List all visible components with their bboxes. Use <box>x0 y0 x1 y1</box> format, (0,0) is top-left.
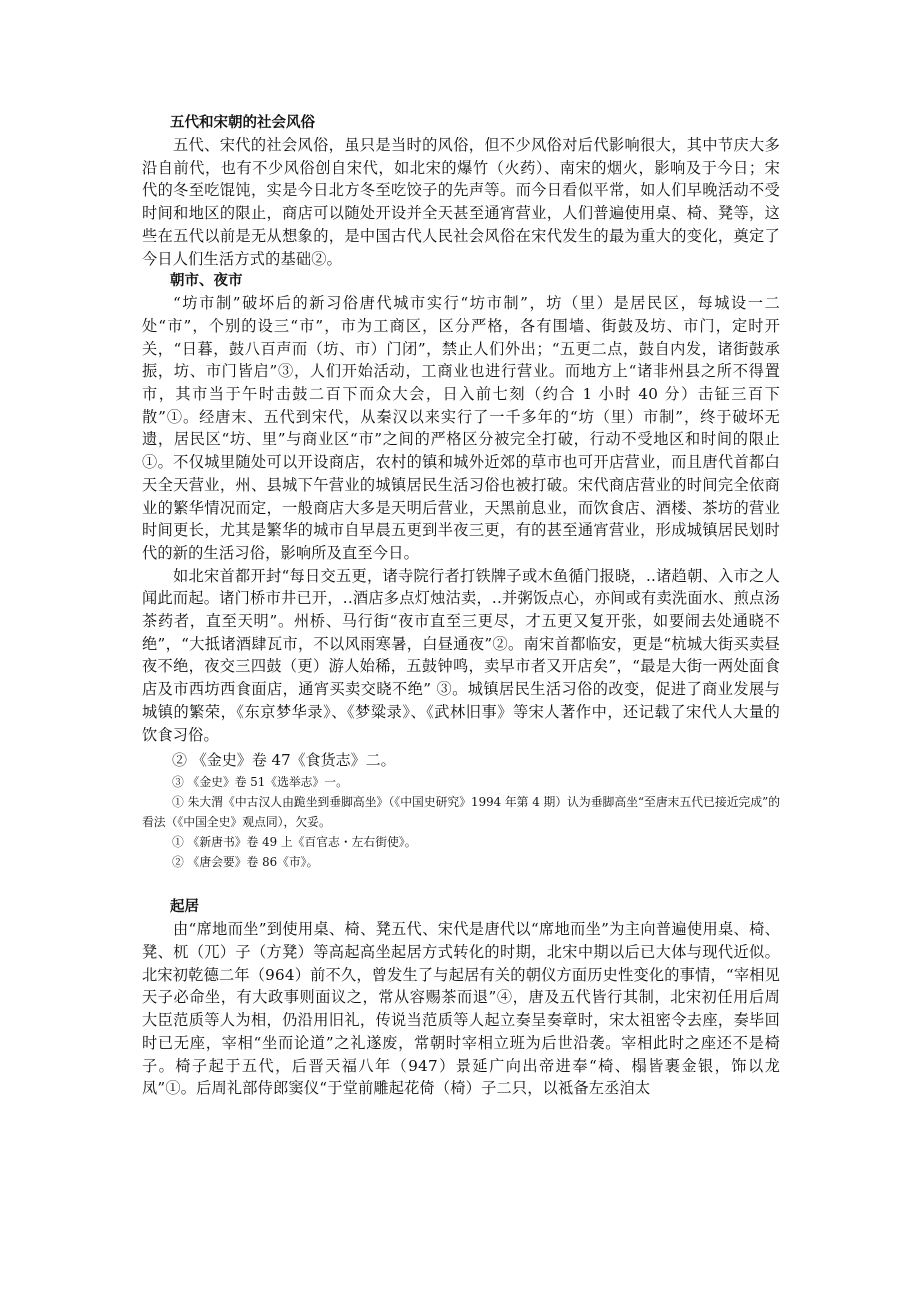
paragraph: “坊市制”破坏后的新习俗唐代城市实行“坊市制”，坊（里）是居民区，每城设一二处“市”，个别的设三“市”，市为工商区，区分严格，各有围墙、街鼓及坊、市门，定时开关，“日暮，鼓八百声而（坊、市）门闭”，禁止人们外出；“五更二点，鼓自内发，诸街鼓承振，坊、市门皆启”③，人们开始活动，工商业也进行营业。而地方上“诸非州县之所不得置市，其市当于午时击鼓二百下而众大会，日入前七刻（约合 1 小时 40 分）击钲三百下散”①。经唐末、五代到宋代，从秦汉以来实行了一千多年的“坊（里）市制”，终于破坏无遗，居民区“坊、里”与商业区“市”之间的严格区分被完全打破，行动不受地区和时间的限止①。不仅城里随处可以开设商店，农村的镇和城外近郊的草市也可开店营业，而且唐代首都白天全天营业，州、县城下午营业的城镇居民生活习俗也被打破。宋代商店营业的时间完全依商业的繁华情况而定，一般商店大多是天明后营业，天黑前息业，而饮食店、酒楼、茶坊的营业时间更长，尤其是繁华的城市自早晨五更到半夜三更，有的甚至通宵营业，形成城镇居民划时代的新的生活习俗，影响所及直至今日。 <box>142 294 780 562</box>
paragraph: 由“席地而坐”到使用桌、椅、凳五代、宋代是唐代以“席地而坐”为主向普遍使用桌、椅、凳、杌（兀）子（方凳）等高起高坐起居方式转化的时期，北宋中期以后已大体与现代近似。北宋初乾德二年（964）前不久，曾发生了与起居有关的朝仪方面历史性变化的事情，“宰相见天子必命坐，有大政事则面议之，常从容赐茶而退”④，唐及五代皆行其制，北宋初任用后周大臣范质等人为相，仍沿用旧礼，传说当范质等人起立奏呈奏章时，宋太祖密令去座，奏毕回时已无座，宰相“坐而论道”之礼遂废，常朝时宰相立班为后世沿袭。宰相此时之座还不是椅子。椅子起于五代，后晋天福八年（947）景延广向出帝进奉“椅、榻皆裹金银，饰以龙凤”①。后周礼部侍郎窦仪“于堂前雕起花倚（椅）子二只，以祗备左丞洎太 <box>142 920 780 1098</box>
section-heading-customs: 五代和宋朝的社会风俗 <box>170 115 315 131</box>
section-heading-markets: 朝市、夜市 <box>170 273 243 290</box>
footnote: ② 《金史》卷 47《食货志》二。 <box>172 751 396 770</box>
footnote: ① 朱大渭《中古汉人由跪坐到垂脚高坐》（《中国史研究》1994 年第 4 期）认为垂脚高坐“至唐末五代已接近完成”的看法（《中国全史》观点同），欠妥。 <box>142 795 780 830</box>
spacer <box>142 872 780 896</box>
footnote: ② 《唐会要》卷 86《市》。 <box>172 855 319 870</box>
section-heading-daily-life: 起居 <box>170 899 199 916</box>
paragraph: 如北宋首都开封“每日交五更，诸寺院行者打铁牌子或木鱼循门报晓，..诸趋朝、入市之人闻此而起。诸门桥市井已开，..酒店多点灯烛沽卖，..并粥饭点心，亦间或有卖洗面水、煎点汤茶药者，直至天明”。州桥、马行街“夜市直至三更尽，才五更又复开张，如要闹去处通晓不绝”，“大抵诸酒肆瓦市，不以风雨寒暑，白昼通夜”②。南宋首都临安，更是“杭城大街买卖昼夜不绝，夜交三四鼓（更）游人始稀，五鼓钟鸣，卖早市者又开店矣”，“最是大街一两处面食店及市西坊西食面店，通宵买卖交晓不绝” ③。城镇居民生活习俗的改变，促进了商业发展与城镇的繁荣，《东京梦华录》、《梦粱录》、《武林旧事》等宋人著作中，还记载了宋代人大量的饮食习俗。 <box>142 566 780 744</box>
footnote: ③ 《金史》卷 51《选举志》一。 <box>172 775 348 790</box>
footnotes <box>142 748 780 872</box>
paragraph: 五代、宋代的社会风俗，虽只是当时的风俗，但不少风俗对后代影响很大，其中节庆大多沿自前代，也有不少风俗创自宋代，如北宋的爆竹（火药）、南宋的烟火，影响及于今日；宋代的冬至吃馄饨，实是今日北方冬至吃饺子的先声等。而今日看似平常，如人们早晚活动不受时间和地区的限止，商店可以随处开设并全天甚至通宵营业，人们普遍使用桌、椅、凳等，这些在五代以前是无从想象的，是中国古代人民社会风俗在宋代发生的最为重大的变化，奠定了今日人们生活方式的基础②。 <box>142 136 780 268</box>
footnote: ① 《新唐书》卷 49 上《百官志・左右街使》。 <box>172 835 417 850</box>
